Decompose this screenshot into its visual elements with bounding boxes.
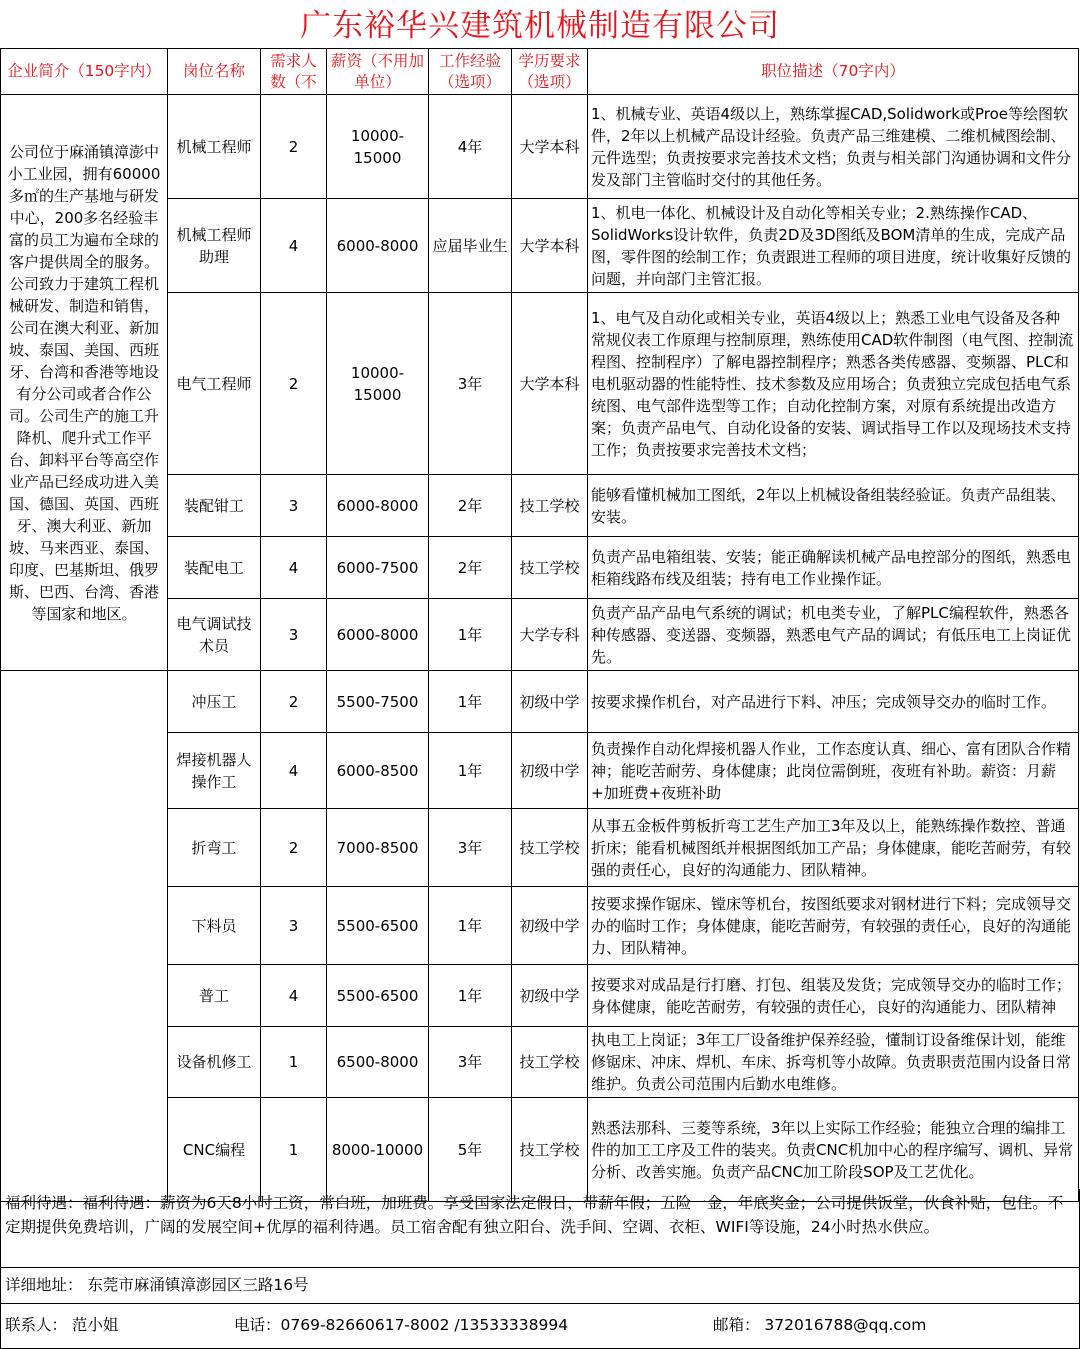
- job-salary: 5500-7500: [327, 671, 429, 733]
- job-education: 技工学校: [512, 475, 588, 537]
- job-description: 负责操作自动化焊接机器人作业，工作态度认真、细心、富有团队合作精神；能吃苦耐劳、身体健康；此岗位需倒班，夜班有补助。薪资：月薪+加班费+夜班补助: [588, 733, 1079, 809]
- job-name: 下料员: [168, 887, 261, 965]
- job-education: 技工学校: [512, 809, 588, 887]
- job-salary: 10000-15000: [327, 293, 429, 475]
- header-row: [1, 49, 1079, 95]
- job-salary: 7000-8500: [327, 809, 429, 887]
- job-description: 1、机械专业、英语4级以上，熟练掌握CAD,Solidwork或Proe等绘图软件，2年以上机械产品设计经验。负责产品三维建模、二维机械图绘制、元件选型；负责按要求完善技术文档；负责与相关部门沟通协调和文件分发及部门主管临时交付的其他任务。: [588, 95, 1079, 199]
- job-name: 电气工程师: [168, 293, 261, 475]
- job-experience: 3年: [429, 809, 512, 887]
- job-count: 4: [261, 537, 327, 599]
- header-salary: 薪资（不用加单位）: [327, 49, 429, 95]
- header-education: 学历要求（选项）: [512, 49, 588, 95]
- job-education: 技工学校: [512, 1098, 588, 1202]
- job-salary: 6500-8000: [327, 1027, 429, 1098]
- job-count: 2: [261, 671, 327, 733]
- contact-email: 邮箱： 372016788@qq.com: [713, 1316, 927, 1334]
- footer: [0, 1189, 1080, 1349]
- job-row: [1, 671, 1079, 733]
- job-count: 4: [261, 733, 327, 809]
- job-experience: 应届毕业生: [429, 199, 512, 293]
- job-education: 大学本科: [512, 199, 588, 293]
- job-education: 大学专科: [512, 599, 588, 671]
- job-description: 执电工上岗证；3年工厂设备维护保养经验，懂制订设备维保计划，能维修锯床、冲床、焊机、车床、拆弯机等小故障。负责职责范围内设备日常维护。负责公司范围内后勤水电维修。: [588, 1027, 1079, 1098]
- job-description: 按要求对成品是行打磨、打包、组装及发货；完成领导交办的临时工作；身体健康，能吃苦耐劳，有较强的责任心，良好的沟通能力、团队精神: [588, 965, 1079, 1027]
- job-name: 电气调试技术员: [168, 599, 261, 671]
- address-text: 详细地址： 东莞市麻涌镇漳澎园区三路16号: [5, 1276, 309, 1294]
- job-description: 1、电气及自动化或相关专业，英语4级以上；熟悉工业电气设备及各种常规仪表工作原理与控制原理，熟练使用CAD软件制图（电气图、控制流程图、控制程序）了解电器控制程序；熟悉各类传感器、变频器、PLC和电机驱动器的性能特性、技术参数及应用场合；负责独立完成包括电气系统图、电气部件选型等工作；自动化控制方案，对原有系统提出改造方案；负责产品电气、自动化设备的安装、调试指导工作以及现场技术支持工作；负责按要求完善技术文档；: [588, 293, 1079, 475]
- job-count: 1: [261, 1027, 327, 1098]
- job-name: 普工: [168, 965, 261, 1027]
- job-count: 3: [261, 887, 327, 965]
- job-salary: 10000-15000: [327, 95, 429, 199]
- job-description: 按要求操作机台，对产品进行下料、冲压；完成领导交办的临时工作。: [588, 671, 1079, 733]
- intro-empty-cell: [1, 671, 168, 1202]
- job-name: 装配钳工: [168, 475, 261, 537]
- company-intro: 公司位于麻涌镇漳澎中小工业园，拥有60000多㎡的生产基地与研发中心，200多名经验丰富的员工为遍布全球的客户提供周全的服务。公司致力于建筑工程机械研发、制造和销售，公司在澳大利亚、新加坡、泰国、美国、西班牙、台湾和香港等地设有分公司或者合作公司。公司生产的施工升降机、爬升式工作平台、卸料平台等高空作业产品已经成功进入美国、德国、英国、西班牙、澳大利亚、新加坡、马来西亚、泰国、印度、巴基斯坦、俄罗斯、巴西、台湾、香港等国家和地区。: [1, 95, 168, 671]
- job-salary: 6000-8500: [327, 733, 429, 809]
- header-experience: 工作经验（选项）: [429, 49, 512, 95]
- job-experience: 2年: [429, 537, 512, 599]
- job-salary: 8000-10000: [327, 1098, 429, 1202]
- job-description: 按要求操作锯床、镗床等机台，按图纸要求对钢材进行下料；完成领导交办的临时工作；身体健康，能吃苦耐劳，有较强的责任心，良好的沟通能力、团队精神。: [588, 887, 1079, 965]
- address-row: [1, 1267, 1079, 1304]
- job-description: 从事五金板件剪板折弯工艺生产加工3年及以上，能熟练操作数控、普通折床；能看机械图纸并根据图纸加工产品；身体健康，能吃苦耐劳，有较强的责任心，良好的沟通能力、团队精神。: [588, 809, 1079, 887]
- job-experience: 1年: [429, 887, 512, 965]
- job-salary: 6000-8000: [327, 599, 429, 671]
- job-row: [1, 95, 1079, 199]
- job-experience: 1年: [429, 671, 512, 733]
- job-count: 4: [261, 199, 327, 293]
- header-count: 需求人数（不: [261, 49, 327, 95]
- job-experience: 1年: [429, 965, 512, 1027]
- job-count: 3: [261, 475, 327, 537]
- job-education: 初级中学: [512, 733, 588, 809]
- job-experience: 5年: [429, 1098, 512, 1202]
- header-description: 职位描述（70字内）: [588, 49, 1079, 95]
- job-salary: 5500-6500: [327, 965, 429, 1027]
- job-name: 设备机修工: [168, 1027, 261, 1098]
- job-count: 2: [261, 809, 327, 887]
- job-education: 技工学校: [512, 1027, 588, 1098]
- job-name: 焊接机器人操作工: [168, 733, 261, 809]
- job-experience: 1年: [429, 599, 512, 671]
- welfare-row: [1, 1189, 1079, 1268]
- job-salary: 6000-8000: [327, 199, 429, 293]
- company-title: 广东裕华兴建筑机械制造有限公司: [300, 8, 780, 44]
- job-education: 技工学校: [512, 537, 588, 599]
- header-intro: 企业简介（150字内）: [1, 49, 168, 95]
- job-count: 4: [261, 965, 327, 1027]
- job-description: 1、机电一体化、机械设计及自动化等相关专业；2.熟练操作CAD、SolidWorks设计软件，负责2D及3D图纸及BOM清单的生成，完成产品图，零件图的绘制工作；负责跟进工程师的项目进度，统计收集好反馈的问题，并向部门主管汇报。: [588, 199, 1079, 293]
- job-count: 2: [261, 293, 327, 475]
- job-experience: 1年: [429, 733, 512, 809]
- job-name: 装配电工: [168, 537, 261, 599]
- job-salary: 6000-7500: [327, 537, 429, 599]
- job-education: 初级中学: [512, 671, 588, 733]
- job-education: 大学本科: [512, 95, 588, 199]
- job-name: 折弯工: [168, 809, 261, 887]
- header-position: 岗位名称: [168, 49, 261, 95]
- job-count: 1: [261, 1098, 327, 1202]
- job-experience: 3年: [429, 293, 512, 475]
- job-description: 熟悉法那科、三菱等系统，3年以上实际工作经验；能独立合理的编排工件的加工工序及工件的装夹。负责CNC机加中心的程序编写、调机、异常分析、改善实施。负责产品CNC加工阶段SOP及工艺优化。: [588, 1098, 1079, 1202]
- job-count: 2: [261, 95, 327, 199]
- job-education: 初级中学: [512, 887, 588, 965]
- job-name: 机械工程师助理: [168, 199, 261, 293]
- welfare-text: 福利待遇：福利待遇：薪资为6天8小时工资，常白班，加班费。享受国家法定假日，带薪年假；五险一金，年底奖金；公司提供饭堂，伙食补贴，包住。不定期提供免费培训，广阔的发展空间+优厚的福利待遇。员工宿舍配有独立阳台、洗手间、空调、衣柜、WIFI等设施，24小时热水供应。: [5, 1194, 1064, 1236]
- job-description: 能够看懂机械加工图纸，2年以上机械设备组装经验证。负责产品组装、安装。: [588, 475, 1079, 537]
- contact-person: 联系人： 范小姐: [5, 1316, 119, 1334]
- job-experience: 3年: [429, 1027, 512, 1098]
- job-salary: 5500-6500: [327, 887, 429, 965]
- job-name: CNC编程: [168, 1098, 261, 1202]
- job-name: 机械工程师: [168, 95, 261, 199]
- contact-phone: 电话：0769-82660617-8002 /13533338994: [234, 1316, 569, 1334]
- job-description: 负责产品电箱组装、安装；能正确解读机械产品电控部分的图纸，熟悉电柜箱线路布线及组装；持有电工作业操作证。: [588, 537, 1079, 599]
- contact-row: [1, 1303, 1079, 1347]
- job-education: 大学本科: [512, 293, 588, 475]
- job-name: 冲压工: [168, 671, 261, 733]
- job-count: 3: [261, 599, 327, 671]
- job-experience: 2年: [429, 475, 512, 537]
- job-education: 初级中学: [512, 965, 588, 1027]
- job-table: [0, 48, 1079, 1202]
- job-salary: 6000-8000: [327, 475, 429, 537]
- job-description: 负责产品产品电气系统的调试；机电类专业，了解PLC编程软件，熟悉各种传感器、变送器、变频器，熟悉电气产品的调试；有低压电工上岗证优先。: [588, 599, 1079, 671]
- job-experience: 4年: [429, 95, 512, 199]
